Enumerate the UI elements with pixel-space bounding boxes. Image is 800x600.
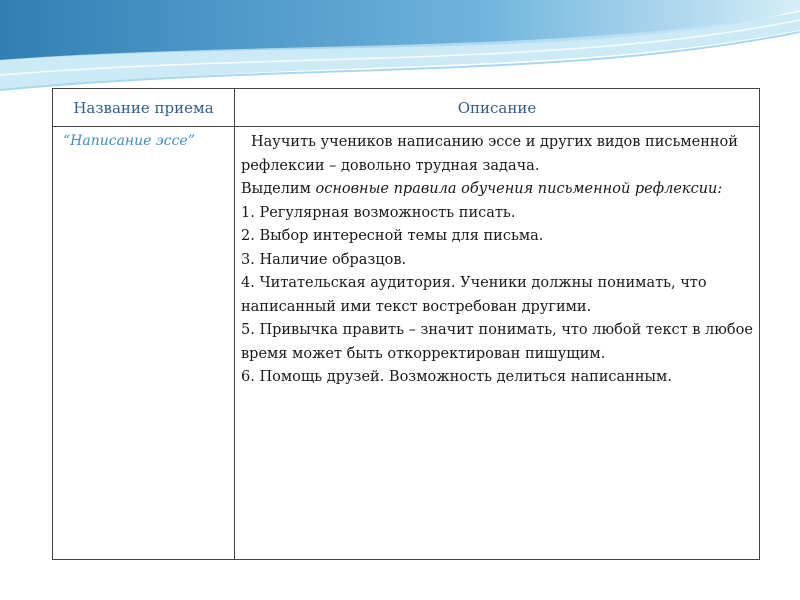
list-item: 1. Регулярная возможность писать.: [241, 204, 516, 221]
column-divider: [234, 89, 235, 559]
header-description: Описание: [457, 98, 537, 117]
description-cell: [241, 131, 756, 390]
rules-heading-italic: основные правила обучения письменной рефлексии:: [315, 181, 723, 197]
technique-name-cell: “Написание эссе”: [63, 133, 195, 149]
list-item: 5. Привычка править – значит понимать, что любой текст в любое время может быть откорректирован пишущим.: [241, 322, 753, 362]
rules-heading: [241, 178, 756, 202]
list-item: 2. Выбор интересной темы для письма.: [241, 228, 544, 244]
technique-table: [52, 88, 760, 560]
description-intro: Научить учеников написанию эссе и других видов письменной рефлексии – довольно трудная задача.: [241, 134, 738, 174]
header-technique-name: Название приема: [73, 98, 214, 117]
table-header-row: [53, 89, 759, 127]
list-item: 6. Помощь друзей. Возможность делиться написанным.: [241, 369, 672, 385]
list-item: 4. Читательская аудитория. Ученики должны понимать, что написанный ими текст востребован другими.: [241, 275, 707, 315]
list-item: 3. Наличие образцов.: [241, 251, 407, 268]
rules-lead: Выделим: [241, 181, 311, 197]
